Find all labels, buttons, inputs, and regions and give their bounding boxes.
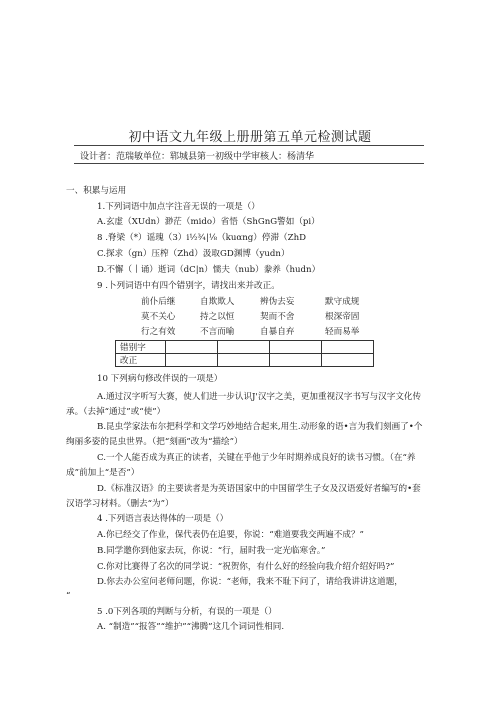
word: 默守成规 — [325, 297, 360, 307]
q4-option-b: B.同学邀你到他家去玩，你说：“行，届时我一定光临寒舍。” — [97, 546, 326, 556]
word: 行之有效 — [141, 327, 176, 337]
author-line: 设计者：范瑞敏单位：郓城县第一初级中学审核人：杨清华 — [80, 152, 315, 162]
answer-cell[interactable] — [218, 341, 270, 354]
q5-stem: 5 .0下列各项的判断与分析，有误的一项是（） — [97, 607, 277, 617]
row-header: 错别字 — [116, 341, 166, 354]
answer-cell[interactable] — [166, 354, 218, 367]
answer-cell[interactable] — [322, 341, 374, 354]
row-header: 改正 — [116, 354, 166, 367]
word: 莫不关心 — [141, 312, 176, 322]
q5-option-a: A. “制造”“报答”“维护”“沸腾”这几个词词性相同. — [97, 622, 285, 632]
word: 根深帝固 — [325, 312, 360, 322]
section-heading: 一、积累与运用 — [66, 186, 127, 196]
q4-option-d: D.你去办公室问老师问题，你说：“老师，我来不耻下问了，请给我讲讲这道题， — [97, 577, 403, 587]
word: 前仆后继 — [141, 297, 176, 307]
q1-option-a: A.玄虚（XUdn）渺茫（mido）省悟（ShGnG警如（pi） — [97, 217, 320, 227]
word: 自暴自弃 — [260, 327, 295, 337]
q10-option-c: C.一个人能否成为真正的读者，关键在乎他亍少年时期养成良好的读书习惯。（在“养成”前加上“是否”） — [66, 453, 416, 478]
table-row — [116, 341, 374, 354]
q1-option-b: 8 .脊梁（*）谣瑰（3）i½¾|⅛（kuαng）停滞（ZhD — [97, 233, 307, 243]
answer-cell[interactable] — [270, 354, 322, 367]
word: 不言而喻 — [200, 327, 235, 337]
word: 轻而易举 — [325, 327, 360, 337]
q1-option-d: D.不懈（丨诵）逝词（dC|n）懦夫（nub）豢养（hudn） — [97, 265, 321, 275]
title-rule-top — [74, 145, 424, 146]
q10-option-b: B.昆虫学家法布尔把科学和文学巧妙地结合起来,用生.动形象的语•言为我们刻画了•个绚丽多姿的昆虫世界。（把“刻画”改为“描绘”） — [66, 422, 423, 447]
word: 契而不舍 — [260, 312, 295, 322]
word: 辨伪去妄 — [260, 297, 295, 307]
q1-option-c: C.探求（gn）压榨（Zhd）汲取GD渊博（yudn） — [97, 249, 290, 259]
answer-cell[interactable] — [322, 354, 374, 367]
q4-stem: 4 .下列语言表达得体的一项是（） — [97, 514, 229, 524]
page-title: 初中语文九年级上册册第五单元检测试题 — [128, 130, 372, 145]
title-rule-bottom — [74, 163, 424, 164]
q4-option-c: C.你对比赛得了名次的同学说：“祝贺你，有什么好的经验向我介绍介绍好吗?” — [97, 562, 395, 572]
q10-option-d: D.《标准汉语》的主要读者是为英语国家中的中国留学生子女及汉语爱好者编写的•套汉语学习材料。（删去“为”） — [66, 484, 421, 509]
answer-cell[interactable] — [218, 354, 270, 367]
answer-cell[interactable] — [166, 341, 218, 354]
q1-stem: 1.下列词语中加点字注音无误的一项是（） — [97, 202, 260, 212]
q9-stem: 9 .卜列词语中有四个错别字，请找出来并改正。 — [97, 281, 280, 291]
table-row — [116, 354, 374, 367]
q4-option-d-cont: “ — [66, 591, 71, 601]
q4-option-a: A.你已经交了作业，保代表仍在追要，你说：“难道要我交两遍不成？” — [97, 530, 364, 540]
q10-option-a: A.通过汉字听写大赛，使人们进一步认识J'汉字之美，更加重视汉字书写与汉字文化传承。（去掉“通过”或“使”） — [66, 392, 422, 417]
correction-table — [115, 340, 374, 367]
word: 持之以恒 — [200, 312, 235, 322]
q10-stem: 10 下列病句修改伴误的一项是） — [97, 374, 223, 384]
word: 自欺欺人 — [200, 297, 235, 307]
answer-cell[interactable] — [270, 341, 322, 354]
